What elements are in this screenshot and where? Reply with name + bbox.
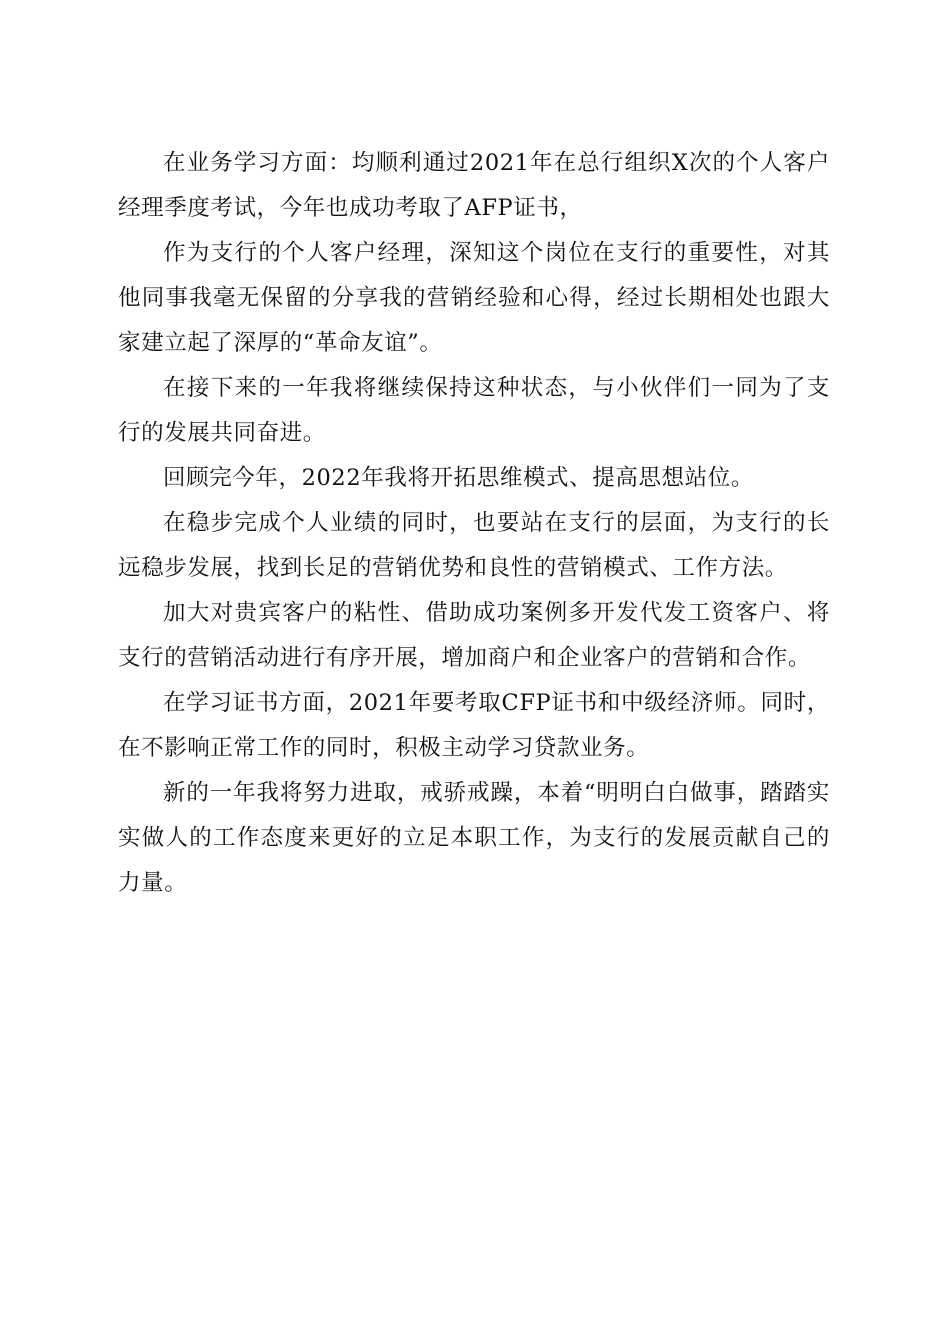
paragraph-role-sharing: 作为支行的个人客户经理，深知这个岗位在支行的重要性，对其他同事我毫无保留的分享我的营销经验和心得，经过长期相处也跟大家建立起了深厚的“革命友谊”。 (118, 240, 830, 356)
paragraph-review-2022: 回顾完今年，2022年我将开拓思维模式、提高思想站位。 (163, 465, 754, 491)
paragraph-new-year-resolve: 新的一年我将努力进取，戒骄戒躁，本着“明明白白做事，踏踏实实做人的工作态度来更好的立足本职工作，为支行的发展贡献自己的力量。 (118, 780, 830, 896)
paragraph-business-study: 在业务学习方面：均顺利通过2021年在总行组织X次的个人客户经理季度考试，今年也成功考取了AFP证书， (118, 150, 830, 221)
paragraph-vip-customers: 加大对贵宾客户的粘性、借助成功案例多开发代发工资客户、将支行的营销活动进行有序开展，增加商户和企业客户的营销和合作。 (118, 600, 830, 671)
paragraph-next-year: 在接下来的一年我将继续保持这种状态，与小伙伴们一同为了支行的发展共同奋进。 (118, 375, 830, 446)
document-body (118, 141, 830, 906)
paragraph-steady-performance: 在稳步完成个人业绩的同时，也要站在支行的层面，为支行的长远稳步发展，找到长足的营销优势和良性的营销模式、工作方法。 (118, 510, 830, 581)
paragraph-certificates: 在学习证书方面，2021年要考取CFP证书和中级经济师。同时，在不影响正常工作的同时，积极主动学习贷款业务。 (118, 690, 830, 761)
